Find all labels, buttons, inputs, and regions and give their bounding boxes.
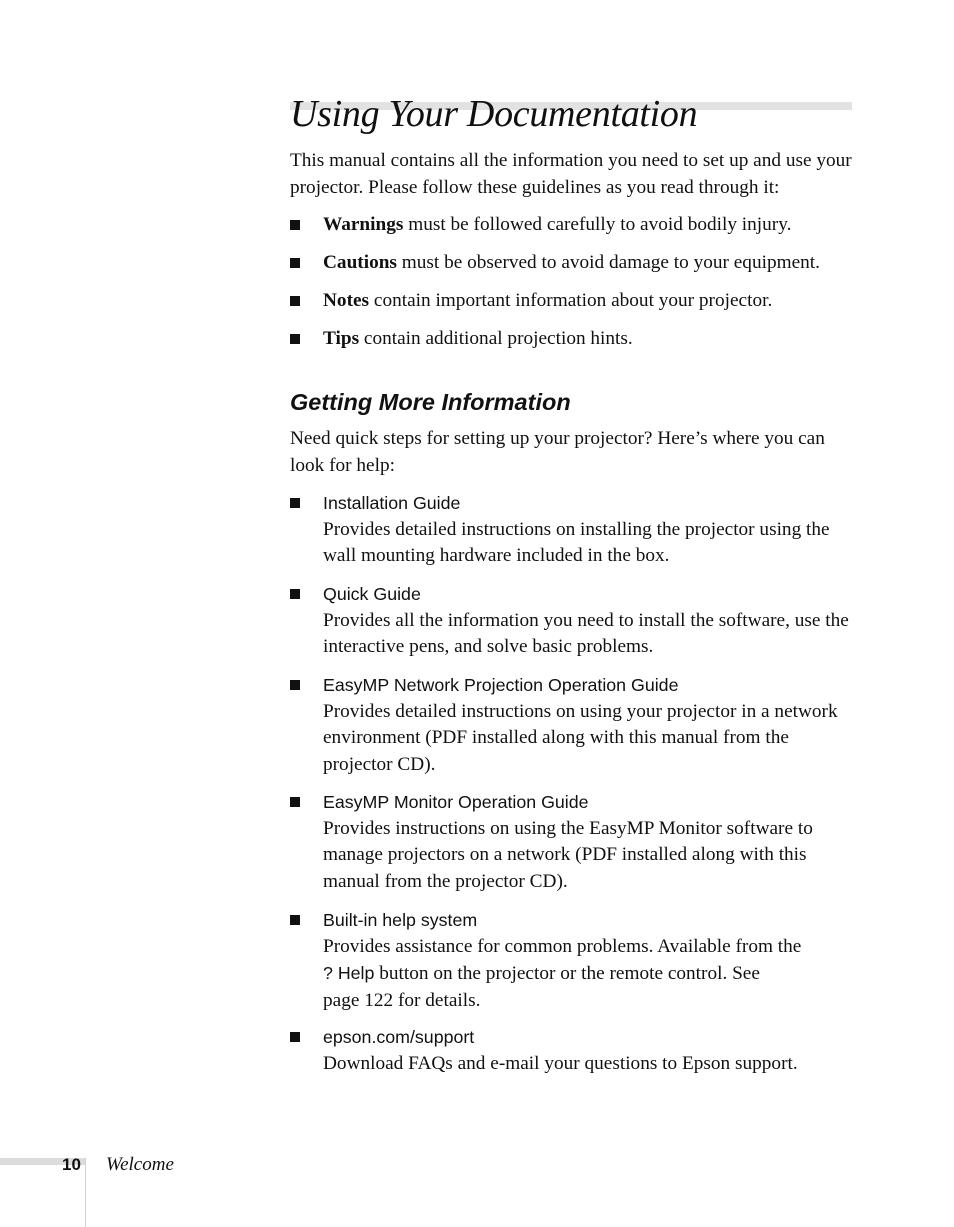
bullet-square-icon <box>290 258 300 268</box>
bullet-square-icon <box>290 915 300 925</box>
guide-item-monitor <box>290 789 855 895</box>
guideline-term: Warnings <box>323 214 404 235</box>
guide-item-quick <box>290 581 855 661</box>
help-desc-line: Provides assistance for common problems. Available from the <box>323 935 802 957</box>
guide-description: Provides detailed instructions on installing the projector using the wall mounting hardware included in the box. <box>323 518 830 566</box>
guide-item-network-projection <box>290 672 855 778</box>
page-number: 10 <box>62 1155 81 1174</box>
guideline-item-notes <box>290 288 855 315</box>
bullet-square-icon <box>290 498 300 508</box>
section-heading: Getting More Information <box>290 389 571 415</box>
bullet-square-icon <box>290 334 300 344</box>
guideline-term: Cautions <box>323 252 397 273</box>
guideline-text: contain important information about your projector. <box>369 290 773 311</box>
guide-name: Installation Guide <box>323 493 461 513</box>
help-desc-line: page 122 for details. <box>323 989 481 1011</box>
guide-name: EasyMP Network Projection Operation Guide <box>323 675 679 695</box>
guide-name: EasyMP Monitor Operation Guide <box>323 792 589 812</box>
bullet-square-icon <box>290 296 300 306</box>
guideline-text: contain additional projection hints. <box>359 328 633 349</box>
help-button-label: ? Help <box>323 963 375 983</box>
bullet-square-icon <box>290 797 300 807</box>
guideline-term: Tips <box>323 328 360 349</box>
bullet-square-icon <box>290 589 300 599</box>
guide-item-installation <box>290 490 855 570</box>
bullet-square-icon <box>290 220 300 230</box>
guide-name: Built-in help system <box>323 910 478 930</box>
guide-description: Download FAQs and e-mail your questions to Epson support. <box>323 1052 798 1074</box>
guide-description: Provides instructions on using the EasyMP Monitor software to manage projectors on a network (PDF installed along with this manual from the projector CD). <box>323 817 813 892</box>
guide-name: epson.com/support <box>323 1027 475 1047</box>
section-intro: Need quick steps for setting up your projector? Here’s where you can look for help: <box>290 428 825 476</box>
help-desc-line: button on the projector or the remote control. See <box>374 963 760 984</box>
guide-description: Provides detailed instructions on using your projector in a network environment (PDF installed along with this manual from the projector CD). <box>323 700 838 775</box>
guide-description <box>323 934 855 1015</box>
guideline-item-tips <box>290 326 855 353</box>
bullet-square-icon <box>290 1032 300 1042</box>
chapter-name: Welcome <box>106 1154 174 1175</box>
guide-description: Provides all the information you need to install the software, use the interactive pens, and solve basic problems. <box>323 609 849 657</box>
guide-item-help-system <box>290 907 855 1014</box>
guideline-item-warnings <box>290 212 855 239</box>
guideline-text: must be observed to avoid damage to your equipment. <box>396 252 820 273</box>
intro-paragraph: This manual contains all the information you need to set up and use your projector. Please follow these guidelines as you read through it: <box>290 150 852 198</box>
bullet-square-icon <box>290 680 300 690</box>
guideline-text: must be followed carefully to avoid bodily injury. <box>403 214 792 235</box>
guide-item-epson-support <box>290 1024 855 1077</box>
page-title: Using Your Documentation <box>290 93 698 135</box>
footer-divider <box>85 1158 86 1227</box>
guideline-term: Notes <box>323 290 370 311</box>
guide-name: Quick Guide <box>323 584 421 604</box>
guideline-item-cautions <box>290 250 855 277</box>
